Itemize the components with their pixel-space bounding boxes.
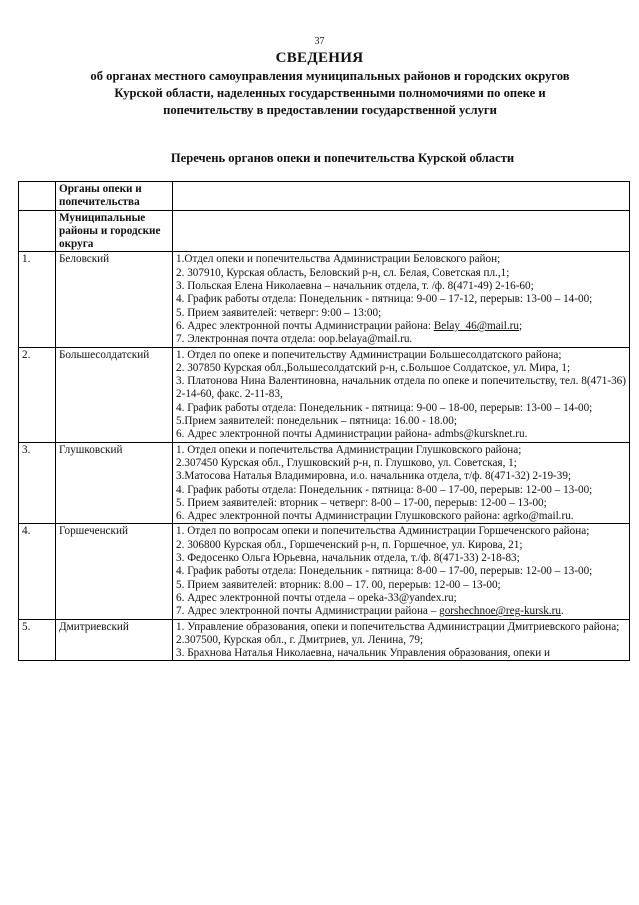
- detail-line: 4. График работы отдела: Понедельник - пятница: 9-00 – 18-00, перерыв: 13-00 – 14-00;: [176, 401, 593, 414]
- header-empty-cell: [173, 182, 630, 211]
- district-details: [173, 524, 630, 619]
- detail-line: 1. Отдел опеки и попечительства Администрации Глушковского района;: [176, 443, 522, 456]
- table-row: [19, 524, 630, 619]
- detail-line: 5. Прием заявителей: четверг: 9:00 – 13:00;: [176, 306, 382, 319]
- header-num-cell: [19, 210, 56, 252]
- header-num-cell: [19, 182, 56, 211]
- table-row: [19, 442, 630, 524]
- detail-line: 1. Отдел по опеке и попечительству Администрации Большесолдатского района;: [176, 348, 562, 361]
- email-link[interactable]: Belay_46@mail.ru: [433, 319, 519, 332]
- district-name: Беловский: [56, 252, 173, 347]
- district-details: [173, 619, 630, 661]
- header-row-districts: [19, 210, 630, 252]
- detail-line: 6. Адрес электронной почты Администрации Глушковского района: agrko@mail.ru.: [176, 510, 574, 523]
- row-number: 4.: [19, 524, 56, 619]
- detail-line: 1.Отдел опеки и попечительства Администрации Беловского район;: [176, 253, 501, 266]
- header-empty-cell: [173, 210, 630, 252]
- document-subtitle: об органах местного самоуправления муниципальных районов и городских округов Курской области, наделенных государственными полномочиями по опеке и попечительству в предоставлении государственной услуги: [90, 69, 570, 117]
- row-number: 3.: [19, 442, 56, 524]
- detail-line: 7. Адрес электронной почты Администрации района – gorshechnoe@reg-kursk.ru.: [176, 605, 564, 618]
- header-bodies: Органы опеки и попечительства: [56, 182, 173, 211]
- detail-line: 6. Адрес электронной почты Администрации района- admbs@kursknet.ru.: [176, 428, 528, 441]
- detail-line: 4. График работы отдела: Понедельник - пятница: 9-00 – 17-12, перерыв: 13-00 – 14-00;: [176, 293, 593, 306]
- detail-line: 5. Прием заявителей: вторник: 8.00 – 17. 00, перерыв: 12-00 – 13-00;: [176, 578, 501, 591]
- detail-line: 2.307450 Курская обл., Глушковский р-н, п. Глушково, ул. Советская, 1;: [176, 456, 517, 469]
- detail-line: 6. Адрес электронной почты Администрации района: Belay_46@mail.ru;: [176, 319, 523, 332]
- detail-line: 7. Электронная почта отдела: oop.belaya@mail.ru.: [176, 333, 413, 346]
- detail-line: 3. Платонова Нина Валентиновна, начальник отдела по опеке и попечительству, тел. 8(471-36) 2-14-60, факс. 2-11-83,: [176, 375, 626, 401]
- detail-line: 3. Польская Елена Николаевна – начальник отдела, т. /ф. 8(471-49) 2-16-60;: [176, 280, 534, 293]
- district-name: Большесолдатский: [56, 347, 173, 442]
- district-details: [173, 347, 630, 442]
- detail-line: 2.307500, Курская обл., г. Дмитриев, ул. Ленина, 79;: [176, 633, 424, 646]
- row-number: 1.: [19, 252, 56, 347]
- header-row-bodies: [19, 182, 630, 211]
- row-number: 2.: [19, 347, 56, 442]
- header-districts: Муниципальные районы и городские округа: [56, 210, 173, 252]
- detail-line: 5.Прием заявителей: понедельник – пятница: 16.00 - 18.00;: [176, 415, 457, 428]
- document-title: СВЕДЕНИЯ: [275, 50, 364, 66]
- detail-line: 2. 306800 Курская обл., Горшеченский р-н, п. Горшечное, ул. Кирова, 21;: [176, 538, 523, 551]
- detail-line: 5. Прием заявителей: вторник – четверг: 8-00 – 17-00, перерыв: 12-00 – 13-00;: [176, 496, 547, 509]
- detail-line: 4. График работы отдела: Понедельник - пятница: 8-00 – 17-00, перерыв: 12-00 – 13-00;: [176, 565, 593, 578]
- section-heading: Перечень органов опеки и попечительства Курской области: [170, 151, 515, 165]
- detail-line: 2. 307910, Курская область, Беловский р-н, сл. Белая, Советская пл.,1;: [176, 266, 510, 279]
- district-name: Дмитриевский: [56, 619, 173, 661]
- detail-line: 4. График работы отдела: Понедельник - пятница: 8-00 – 17-00, перерыв: 12-00 – 13-00;: [176, 483, 593, 496]
- district-details: [173, 252, 630, 347]
- detail-line: 2. 307850 Курская обл.,Большесолдатский р-н, с.Большое Солдатское, ул. Мира, 1;: [176, 361, 571, 374]
- detail-line: 3. Федосенко Ольга Юрьевна, начальник отдела, т./ф. 8(471-33) 2-18-83;: [176, 552, 520, 565]
- table-row: [19, 347, 630, 442]
- detail-line: 1. Управление образования, опеки и попечительства Администрации Дмитриевского района;: [176, 620, 620, 633]
- detail-line: 3.Матосова Наталья Владимировна, и.о. начальника отдела, т/ф. 8(471-32) 2-19-39;: [176, 470, 572, 483]
- detail-line: 3. Брахнова Наталья Николаевна, начальник Управления образования, опеки и: [176, 647, 550, 660]
- district-name: Глушковский: [56, 442, 173, 524]
- detail-line: 1. Отдел по вопросам опеки и попечительства Администрации Горшеченского района;: [176, 525, 590, 538]
- district-name: Горшеченский: [56, 524, 173, 619]
- row-number: 5.: [19, 619, 56, 661]
- email-link[interactable]: gorshechnoe@reg-kursk.ru: [439, 605, 561, 618]
- district-details: [173, 442, 630, 524]
- table-row: [19, 619, 630, 661]
- page-number: 37: [314, 36, 325, 47]
- guardianship-table: [18, 181, 630, 661]
- detail-line: 6. Адрес электронной почты отдела – opeka-33@yandex.ru;: [176, 591, 457, 604]
- table-row: [19, 252, 630, 347]
